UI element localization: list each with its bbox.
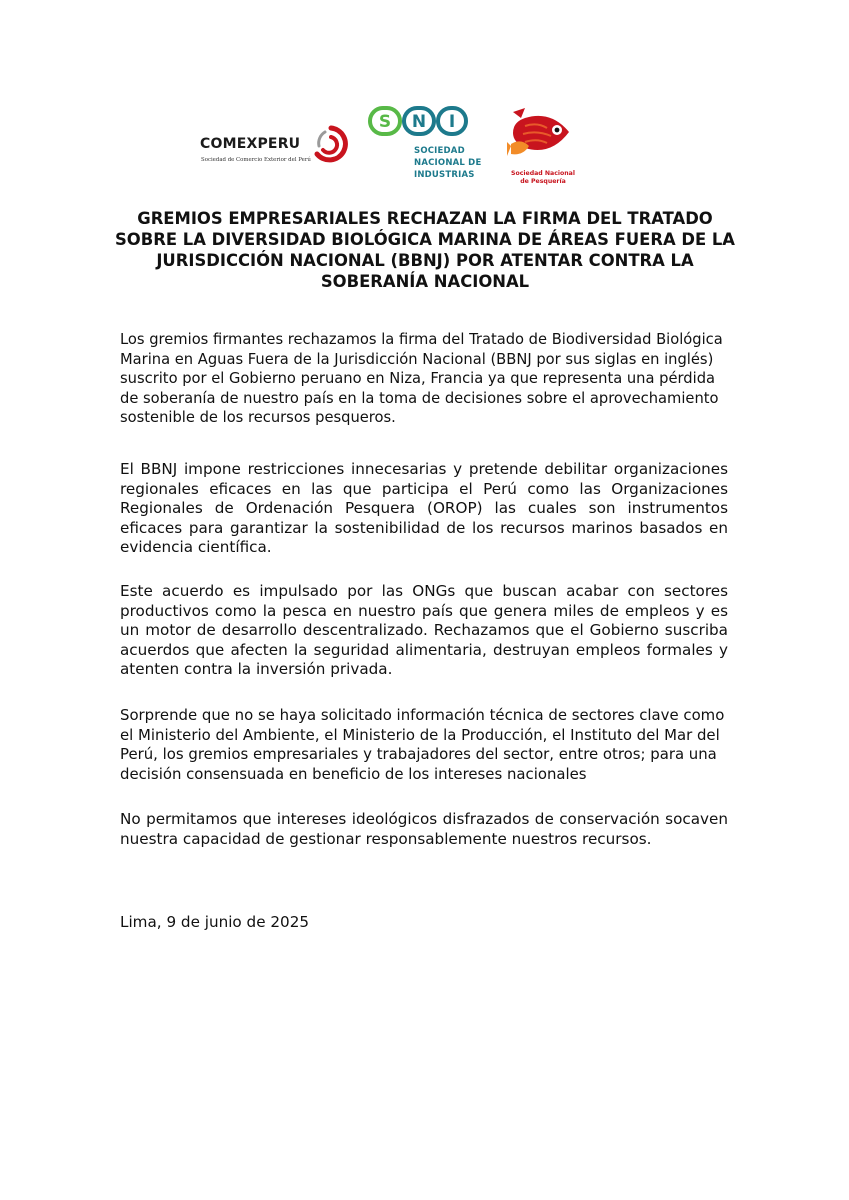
snp-name-line-1: Sociedad Nacional [511, 170, 575, 177]
document-title [100, 208, 750, 292]
title-line: SOBERANÍA NACIONAL [320, 272, 530, 291]
sni-letter-n: N [411, 112, 427, 132]
comexperu-subtitle: Sociedad de Comercio Exterior del Perú [201, 157, 311, 163]
paragraph-4: Sorprende que no se haya solicitado información técnica de sectores clave como el Ministerio del Ambiente, el Ministerio de la Producción, el Instituto del Mar del Perú, los gremios empresariales y trabajadores del sector, entre otros; para una decisión consensuada en beneficio de los intereses nacionales [120, 706, 725, 783]
title-line: GREMIOS EMPRESARIALES RECHAZAN LA FIRMA DEL TRATADO [137, 209, 713, 228]
title-line: JURISDICCIÓN NACIONAL (BBNJ) POR ATENTAR CONTRA LA [156, 251, 694, 270]
paragraph-5: No permitamos que intereses ideológicos disfrazados de conservación socaven nuestra capacidad de gestionar responsablemente nuestros recursos. [120, 810, 728, 848]
comexperu-logo [198, 122, 354, 172]
sni-letter-badges-icon [368, 106, 468, 136]
snp-name-line-2: de Pesquería [520, 178, 566, 185]
sni-logo [368, 106, 480, 186]
sni-name-line-3: INDUSTRIAS [414, 170, 475, 180]
paragraph-1: Los gremios firmantes rechazamos la firma del Tratado de Biodiversidad Biológica Marina en Aguas Fuera de la Jurisdicción Nacional (BBNJ por sus siglas en inglés) suscrito por el Gobierno peruano en Niza, Francia ya que representa una pérdida de soberanía de nuestro país en la toma de decisiones sobre el aprovechamiento sostenible de los recursos pesqueros. [120, 331, 723, 427]
paragraph-2: El BBNJ impone restricciones innecesarias y pretende debilitar organizaciones regionales eficaces en las que participa el Perú como las Organizaciones Regionales de Ordenación Pesquera (OROP) las cuales son instrumentos eficaces para garantizar la sostenibilidad de los recursos marinos basados en evidencia científica. [120, 460, 728, 557]
sni-name-line-2: NACIONAL DE [414, 158, 482, 168]
fish-icon [507, 106, 577, 164]
title-line: SOBRE LA DIVERSIDAD BIOLÓGICA MARINA DE ÁREAS FUERA DE LA [115, 230, 735, 249]
sni-name-line-1: SOCIEDAD [414, 146, 465, 156]
comexperu-swirl-icon [311, 124, 351, 168]
sni-letter-s: S [378, 112, 392, 132]
comexperu-name: COMEXPERU [200, 136, 301, 152]
paragraph-3: Este acuerdo es impulsado por las ONGs que buscan acabar con sectores productivos como la pesca en nuestro país que genera miles de empleos y es un motor de desarrollo descentralizado. Rechazamos que el Gobierno suscriba acuerdos que afecten la seguridad alimentaria, destruyan empleos formales y atenten contra la inversión privada. [120, 582, 728, 679]
snp-logo [505, 106, 581, 188]
sni-letter-i: I [448, 112, 456, 132]
document-date: Lima, 9 de junio de 2025 [120, 913, 310, 931]
